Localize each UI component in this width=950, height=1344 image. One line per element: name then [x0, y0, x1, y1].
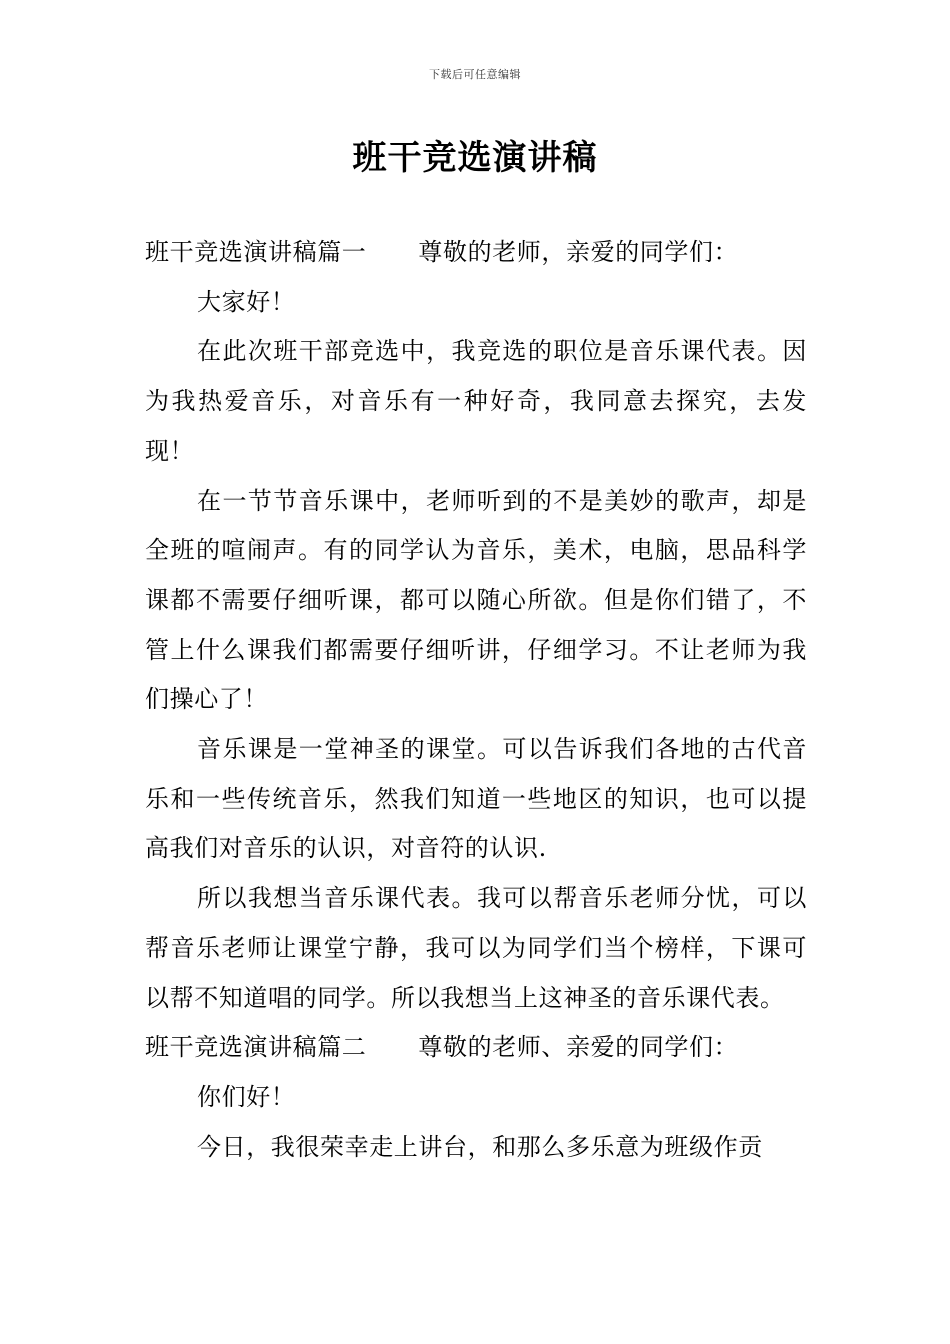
section-heading: 班干竞选演讲稿篇一	[145, 238, 367, 266]
salutation: 尊敬的老师，亲爱的同学们：	[418, 238, 739, 266]
document-body	[145, 228, 807, 1172]
section-heading-line	[145, 1023, 807, 1073]
page-title: 班干竞选演讲稿	[352, 138, 598, 178]
section-heading: 班干竞选演讲稿篇二	[145, 1033, 367, 1062]
paragraph: 在此次班干部竞选中，我竞选的职位是音乐课代表。因为我热爱音乐，对音乐有一种好奇，我同意去探究，去发现！	[145, 337, 807, 465]
header-note: 下载后可任意编辑	[429, 68, 521, 81]
paragraph: 你们好！	[197, 1082, 296, 1111]
paragraph: 所以我想当音乐课代表。我可以帮音乐老师分忧，可以帮音乐老师让课堂宁静，我可以为同学们当个榜样，下课可以帮不知道唱的同学。所以我想当上这神圣的音乐课代表。	[145, 884, 807, 1012]
paragraph: 音乐课是一堂神圣的课堂。可以告诉我们各地的古代音乐和一些传统音乐，然我们知道一些地区的知识，也可以提高我们对音乐的认识，对音符的认识.	[145, 735, 807, 863]
paragraph: 大家好！	[197, 287, 296, 316]
paragraph: 今日，我很荣幸走上讲台，和那么多乐意为班级作贡	[197, 1132, 763, 1161]
salutation: 尊敬的老师、亲爱的同学们：	[418, 1033, 739, 1062]
section-heading-line	[145, 228, 807, 278]
paragraph: 在一节节音乐课中，老师听到的不是美妙的歌声，却是全班的喧闹声。有的同学认为音乐，美术，电脑，思品科学课都不需要仔细听课，都可以随心所欲。但是你们错了，不管上什么课我们都需要仔细听讲，仔细学习。不让老师为我们操心了！	[145, 486, 807, 714]
